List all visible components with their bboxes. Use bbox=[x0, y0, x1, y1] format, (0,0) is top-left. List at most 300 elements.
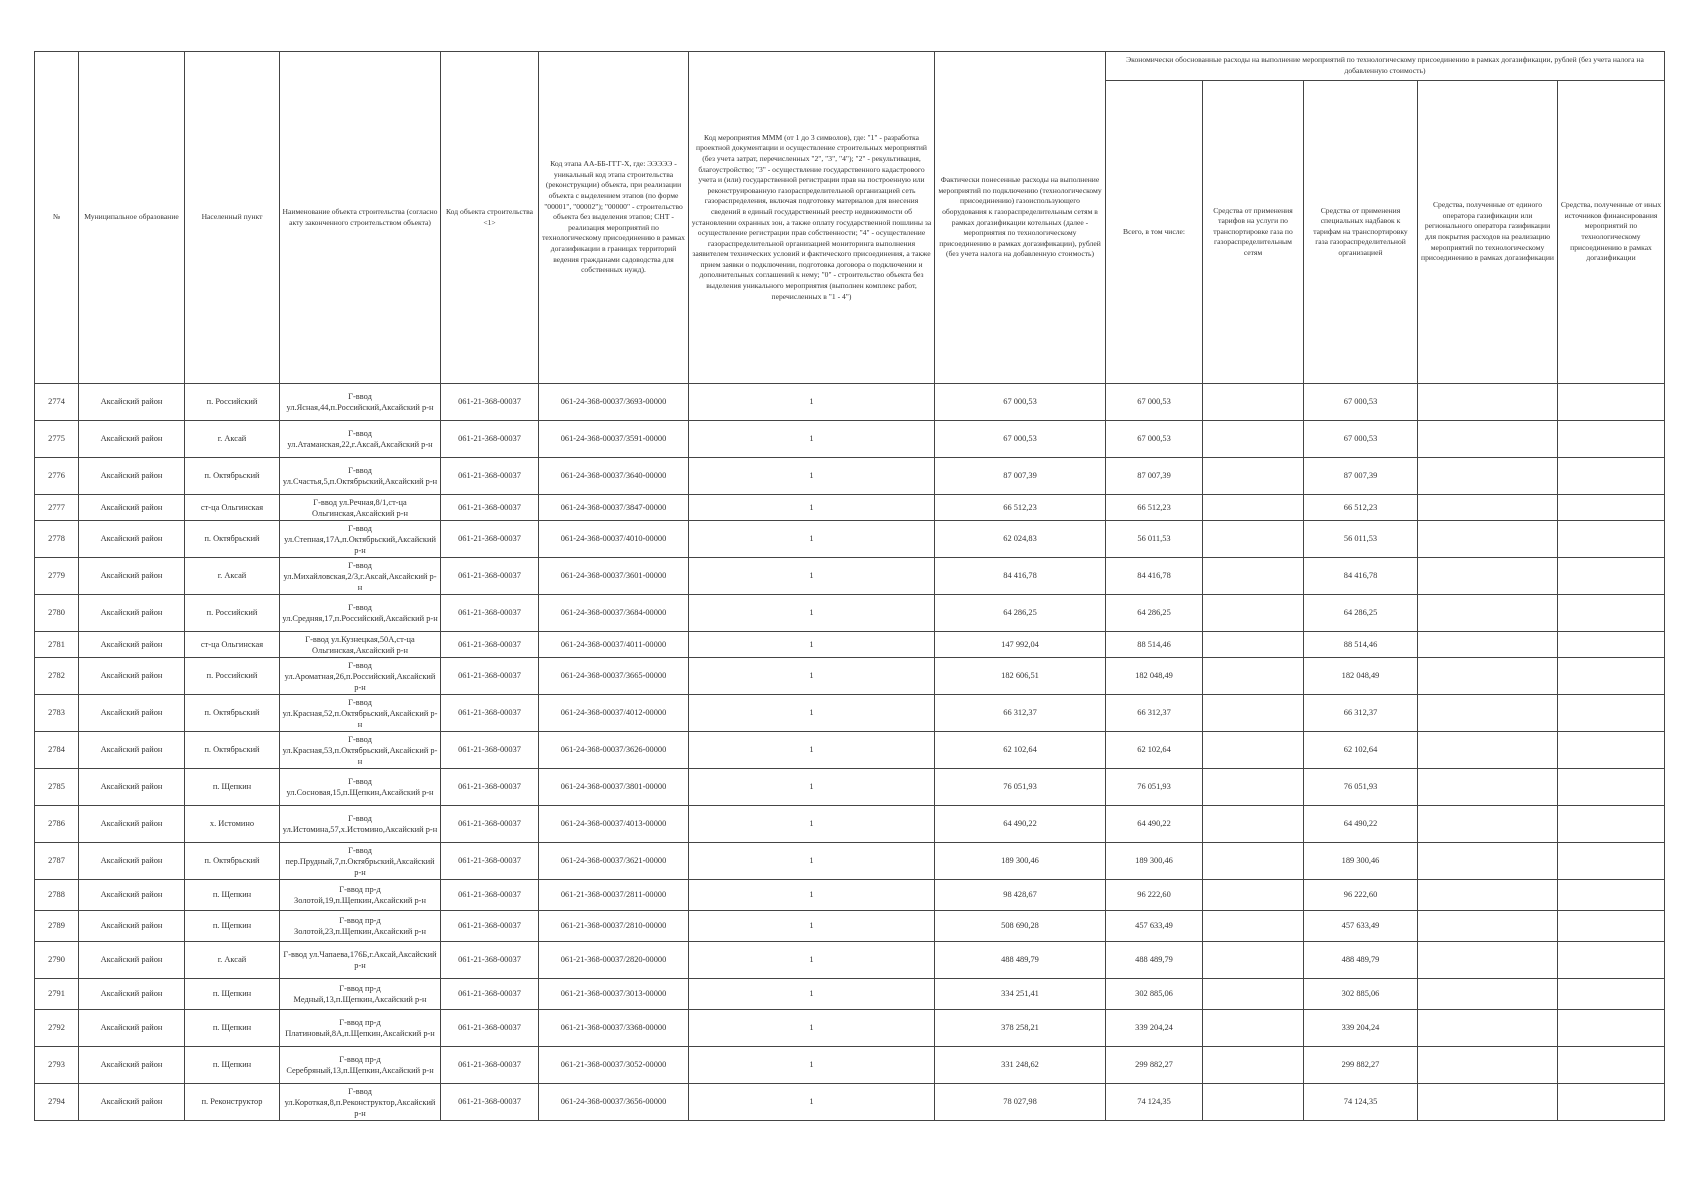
cell-tariff-transport bbox=[1203, 495, 1304, 521]
cell-number: 2780 bbox=[35, 595, 79, 632]
table-row bbox=[35, 595, 1665, 632]
cell-object-code: 061-21-368-00037 bbox=[441, 942, 539, 979]
cell-municipality: Аксайский район bbox=[79, 658, 185, 695]
header-event-code: Код мероприятия МММ (от 1 до 3 символов), где: "1" - разработка проектной документации и осуществление строительных мероприятий (без учета затрат, перечисленных "2", "3", "4"); "2" - рекультивация, благоустройство; "3" - осуществление государственного кадастрового учета и (или) государственной регистрации прав на построенную или реконструированную газораспределительной организацией сеть газораспределения, включая подготовку материалов для внесения сведений в единый государственный реестр недвижимости об установлении охранных зон, а также оплату государственной пошлины за осуществление регистрации прав собственности; "4" - осуществление газораспределительной организацией мониторинга выполнения заявителем технических условий и фактического присоединения, а также прием заявки о подключении, подготовка договора о подключении и дополнительных соглашений к нему; "0" - строительство объекта без выделения уникального мероприятия (выполнен комплекс работ, перечисленных в "1 - 4") bbox=[689, 52, 935, 384]
cell-object-code: 061-21-368-00037 bbox=[441, 421, 539, 458]
cell-tariff-transport bbox=[1203, 632, 1304, 658]
cell-stage-code: 061-21-368-00037/3013-00000 bbox=[539, 979, 689, 1010]
header-settlement: Населенный пункт bbox=[185, 52, 280, 384]
cell-actual-costs: 67 000,53 bbox=[935, 384, 1106, 421]
cell-number: 2774 bbox=[35, 384, 79, 421]
cell-stage-code: 061-24-368-00037/3621-00000 bbox=[539, 843, 689, 880]
cell-settlement: х. Истомино bbox=[185, 806, 280, 843]
table-row bbox=[35, 769, 1665, 806]
cell-actual-costs: 67 000,53 bbox=[935, 421, 1106, 458]
cell-object-code: 061-21-368-00037 bbox=[441, 384, 539, 421]
cell-municipality: Аксайский район bbox=[79, 458, 185, 495]
cell-total: 64 490,22 bbox=[1106, 806, 1203, 843]
cell-number: 2783 bbox=[35, 695, 79, 732]
cell-stage-code: 061-24-368-00037/3640-00000 bbox=[539, 458, 689, 495]
cell-actual-costs: 87 007,39 bbox=[935, 458, 1106, 495]
cell-special-surcharge: 339 204,24 bbox=[1304, 1010, 1418, 1047]
cell-event-code: 1 bbox=[689, 806, 935, 843]
header-actual-costs: Фактически понесенные расходы на выполнение мероприятий по подключению (технологическому присоединению) газоиспользующего оборудования к газораспределительным сетям в рамках догазификации котельных (далее - мероприятия по технологическому присоединению в рамках догазификации), рублей (без учета налога на добавленную стоимость) bbox=[935, 52, 1106, 384]
table-row bbox=[35, 942, 1665, 979]
table-row bbox=[35, 495, 1665, 521]
cell-object-name: Г-ввод ул.Красная,52,п.Октябрьский,Аксайский р-н bbox=[280, 695, 441, 732]
cell-stage-code: 061-21-368-00037/2820-00000 bbox=[539, 942, 689, 979]
cell-object-code: 061-21-368-00037 bbox=[441, 558, 539, 595]
cell-single-operator bbox=[1418, 632, 1558, 658]
cell-total: 299 882,27 bbox=[1106, 1047, 1203, 1084]
table-row bbox=[35, 558, 1665, 595]
cell-number: 2788 bbox=[35, 880, 79, 911]
cell-number: 2791 bbox=[35, 979, 79, 1010]
cell-event-code: 1 bbox=[689, 769, 935, 806]
cell-actual-costs: 66 512,23 bbox=[935, 495, 1106, 521]
cell-number: 2778 bbox=[35, 521, 79, 558]
cell-single-operator bbox=[1418, 384, 1558, 421]
cell-total: 56 011,53 bbox=[1106, 521, 1203, 558]
cell-tariff-transport bbox=[1203, 658, 1304, 695]
cell-number: 2784 bbox=[35, 732, 79, 769]
table-row bbox=[35, 658, 1665, 695]
cell-other-sources bbox=[1558, 880, 1665, 911]
table-row bbox=[35, 1047, 1665, 1084]
cell-actual-costs: 488 489,79 bbox=[935, 942, 1106, 979]
cell-single-operator bbox=[1418, 558, 1558, 595]
table-row bbox=[35, 843, 1665, 880]
cell-total: 84 416,78 bbox=[1106, 558, 1203, 595]
cell-object-name: Г-ввод ул.Михайловская,2/3,г.Аксай,Аксайский р-н bbox=[280, 558, 441, 595]
cell-municipality: Аксайский район bbox=[79, 495, 185, 521]
cell-total: 96 222,60 bbox=[1106, 880, 1203, 911]
cell-other-sources bbox=[1558, 521, 1665, 558]
cell-object-code: 061-21-368-00037 bbox=[441, 458, 539, 495]
cell-total: 66 312,37 bbox=[1106, 695, 1203, 732]
cell-other-sources bbox=[1558, 658, 1665, 695]
cell-total: 182 048,49 bbox=[1106, 658, 1203, 695]
header-other-sources: Средства, полученные от иных источников финансирования мероприятий по технологическому присоединению в рамках догазификации bbox=[1558, 81, 1665, 384]
cell-actual-costs: 189 300,46 bbox=[935, 843, 1106, 880]
table-row bbox=[35, 458, 1665, 495]
cell-settlement: п. Российский bbox=[185, 595, 280, 632]
cell-settlement: п. Щепкин bbox=[185, 979, 280, 1010]
cell-tariff-transport bbox=[1203, 521, 1304, 558]
cell-special-surcharge: 88 514,46 bbox=[1304, 632, 1418, 658]
cell-other-sources bbox=[1558, 558, 1665, 595]
cell-event-code: 1 bbox=[689, 911, 935, 942]
cell-special-surcharge: 64 490,22 bbox=[1304, 806, 1418, 843]
cell-object-name: Г-ввод пер.Прудный,7,п.Октябрьский,Аксайский р-н bbox=[280, 843, 441, 880]
cell-object-name: Г-ввод ул.Чапаева,176Б,г.Аксай,Аксайский р-н bbox=[280, 942, 441, 979]
cell-object-name: Г-ввод ул.Кузнецкая,50А,ст-ца Ольгинская,Аксайский р-н bbox=[280, 632, 441, 658]
cell-object-name: Г-ввод ул.Истомина,57,х.Истомино,Аксайский р-н bbox=[280, 806, 441, 843]
cell-tariff-transport bbox=[1203, 558, 1304, 595]
cell-object-code: 061-21-368-00037 bbox=[441, 843, 539, 880]
cell-stage-code: 061-24-368-00037/4011-00000 bbox=[539, 632, 689, 658]
cell-number: 2787 bbox=[35, 843, 79, 880]
cell-municipality: Аксайский район bbox=[79, 558, 185, 595]
cell-object-name: Г-ввод ул.Речная,8/1,ст-ца Ольгинская,Аксайский р-н bbox=[280, 495, 441, 521]
cell-municipality: Аксайский район bbox=[79, 521, 185, 558]
cell-actual-costs: 76 051,93 bbox=[935, 769, 1106, 806]
cell-single-operator bbox=[1418, 521, 1558, 558]
cell-municipality: Аксайский район bbox=[79, 1084, 185, 1121]
cell-event-code: 1 bbox=[689, 843, 935, 880]
cell-object-code: 061-21-368-00037 bbox=[441, 658, 539, 695]
cell-tariff-transport bbox=[1203, 843, 1304, 880]
cell-single-operator bbox=[1418, 843, 1558, 880]
cell-single-operator bbox=[1418, 880, 1558, 911]
cell-stage-code: 061-24-368-00037/3665-00000 bbox=[539, 658, 689, 695]
cell-other-sources bbox=[1558, 979, 1665, 1010]
cell-object-name: Г-ввод ул.Короткая,8,п.Реконструктор,Аксайский р-н bbox=[280, 1084, 441, 1121]
cell-special-surcharge: 67 000,53 bbox=[1304, 421, 1418, 458]
cell-object-code: 061-21-368-00037 bbox=[441, 769, 539, 806]
cell-tariff-transport bbox=[1203, 911, 1304, 942]
cell-total: 62 102,64 bbox=[1106, 732, 1203, 769]
cell-object-code: 061-21-368-00037 bbox=[441, 521, 539, 558]
table-row bbox=[35, 1084, 1665, 1121]
cell-settlement: п. Реконструктор bbox=[185, 1084, 280, 1121]
cell-object-code: 061-21-368-00037 bbox=[441, 979, 539, 1010]
cell-municipality: Аксайский район bbox=[79, 384, 185, 421]
cell-municipality: Аксайский район bbox=[79, 979, 185, 1010]
table-row bbox=[35, 806, 1665, 843]
cell-single-operator bbox=[1418, 495, 1558, 521]
cell-special-surcharge: 302 885,06 bbox=[1304, 979, 1418, 1010]
cell-object-name: Г-ввод ул.Средняя,17,п.Российский,Аксайский р-н bbox=[280, 595, 441, 632]
cell-special-surcharge: 64 286,25 bbox=[1304, 595, 1418, 632]
cell-actual-costs: 64 286,25 bbox=[935, 595, 1106, 632]
cell-settlement: ст-ца Ольгинская bbox=[185, 495, 280, 521]
cell-single-operator bbox=[1418, 732, 1558, 769]
cell-object-name: Г-ввод ул.Ароматная,26,п.Российский,Аксайский р-н bbox=[280, 658, 441, 695]
cell-actual-costs: 182 606,51 bbox=[935, 658, 1106, 695]
cell-object-name: Г-ввод пр-д Платиновый,8А,п.Щепкин,Аксайский р-н bbox=[280, 1010, 441, 1047]
cell-actual-costs: 334 251,41 bbox=[935, 979, 1106, 1010]
cell-other-sources bbox=[1558, 806, 1665, 843]
cell-number: 2790 bbox=[35, 942, 79, 979]
cell-object-code: 061-21-368-00037 bbox=[441, 632, 539, 658]
cell-total: 457 633,49 bbox=[1106, 911, 1203, 942]
cell-special-surcharge: 84 416,78 bbox=[1304, 558, 1418, 595]
cell-actual-costs: 62 102,64 bbox=[935, 732, 1106, 769]
cell-event-code: 1 bbox=[689, 979, 935, 1010]
cell-number: 2785 bbox=[35, 769, 79, 806]
cell-total: 87 007,39 bbox=[1106, 458, 1203, 495]
cell-other-sources bbox=[1558, 1047, 1665, 1084]
cell-number: 2792 bbox=[35, 1010, 79, 1047]
cell-number: 2775 bbox=[35, 421, 79, 458]
cell-total: 339 204,24 bbox=[1106, 1010, 1203, 1047]
cell-event-code: 1 bbox=[689, 880, 935, 911]
cell-total: 302 885,06 bbox=[1106, 979, 1203, 1010]
cell-single-operator bbox=[1418, 695, 1558, 732]
header-object-name: Наименование объекта строительства (согласно акту законченного строительством объекта) bbox=[280, 52, 441, 384]
header-single-operator: Средства, полученные от единого оператора газификации или регионального оператора газификации для покрытия расходов на реализацию мероприятий по технологическому присоединению в рамках догазификации bbox=[1418, 81, 1558, 384]
cell-number: 2786 bbox=[35, 806, 79, 843]
cell-settlement: п. Октябрьский bbox=[185, 732, 280, 769]
cell-municipality: Аксайский район bbox=[79, 942, 185, 979]
cell-other-sources bbox=[1558, 632, 1665, 658]
cell-special-surcharge: 56 011,53 bbox=[1304, 521, 1418, 558]
cell-single-operator bbox=[1418, 595, 1558, 632]
cell-tariff-transport bbox=[1203, 1010, 1304, 1047]
cell-municipality: Аксайский район bbox=[79, 595, 185, 632]
cell-settlement: п. Октябрьский bbox=[185, 695, 280, 732]
cell-event-code: 1 bbox=[689, 1084, 935, 1121]
table-row bbox=[35, 632, 1665, 658]
cell-stage-code: 061-21-368-00037/2810-00000 bbox=[539, 911, 689, 942]
cell-other-sources bbox=[1558, 732, 1665, 769]
cell-special-surcharge: 66 312,37 bbox=[1304, 695, 1418, 732]
cell-total: 74 124,35 bbox=[1106, 1084, 1203, 1121]
cell-single-operator bbox=[1418, 658, 1558, 695]
cell-settlement: п. Российский bbox=[185, 384, 280, 421]
header-no: № bbox=[35, 52, 79, 384]
cell-tariff-transport bbox=[1203, 421, 1304, 458]
cell-number: 2781 bbox=[35, 632, 79, 658]
cell-municipality: Аксайский район bbox=[79, 769, 185, 806]
cell-special-surcharge: 74 124,35 bbox=[1304, 1084, 1418, 1121]
cell-tariff-transport bbox=[1203, 979, 1304, 1010]
cell-stage-code: 061-24-368-00037/4012-00000 bbox=[539, 695, 689, 732]
header-stage-code: Код этапа АА-ББ-ГГГ-Х, где: ЭЭЭЭЭ - уникальный код этапа строительства (реконструкции) объекта, при реализации объекта с выделением этапов (по форме "00001", "00002"); "00000" - строительство объекта без выделения этапов; СНТ - реализация мероприятий по технологическому присоединению в рамках догазификации в границах территорий ведения гражданами садоводства для собственных нужд). bbox=[539, 52, 689, 384]
cell-total: 88 514,46 bbox=[1106, 632, 1203, 658]
cell-special-surcharge: 66 512,23 bbox=[1304, 495, 1418, 521]
cell-special-surcharge: 299 882,27 bbox=[1304, 1047, 1418, 1084]
table-row bbox=[35, 521, 1665, 558]
cell-other-sources bbox=[1558, 1010, 1665, 1047]
header-municipality: Муниципальное образование bbox=[79, 52, 185, 384]
cell-object-name: Г-ввод ул.Ясная,44,п.Российский,Аксайский р-н bbox=[280, 384, 441, 421]
cell-settlement: г. Аксай bbox=[185, 421, 280, 458]
table-row bbox=[35, 421, 1665, 458]
cell-stage-code: 061-24-368-00037/3626-00000 bbox=[539, 732, 689, 769]
cell-event-code: 1 bbox=[689, 942, 935, 979]
cell-actual-costs: 147 992,04 bbox=[935, 632, 1106, 658]
cell-actual-costs: 98 428,67 bbox=[935, 880, 1106, 911]
cell-number: 2777 bbox=[35, 495, 79, 521]
cell-number: 2789 bbox=[35, 911, 79, 942]
cell-object-name: Г-ввод пр-д Золотой,23,п.Щепкин,Аксайский р-н bbox=[280, 911, 441, 942]
cell-object-code: 061-21-368-00037 bbox=[441, 1084, 539, 1121]
cell-tariff-transport bbox=[1203, 595, 1304, 632]
cell-number: 2782 bbox=[35, 658, 79, 695]
cell-event-code: 1 bbox=[689, 732, 935, 769]
cell-stage-code: 061-24-368-00037/3847-00000 bbox=[539, 495, 689, 521]
cell-single-operator bbox=[1418, 1084, 1558, 1121]
cell-special-surcharge: 96 222,60 bbox=[1304, 880, 1418, 911]
cell-object-name: Г-ввод пр-д Золотой,19,п.Щепкин,Аксайский р-н bbox=[280, 880, 441, 911]
cell-actual-costs: 84 416,78 bbox=[935, 558, 1106, 595]
cell-stage-code: 061-21-368-00037/2811-00000 bbox=[539, 880, 689, 911]
cell-single-operator bbox=[1418, 1010, 1558, 1047]
cell-settlement: ст-ца Ольгинская bbox=[185, 632, 280, 658]
cell-object-code: 061-21-368-00037 bbox=[441, 732, 539, 769]
cell-municipality: Аксайский район bbox=[79, 1047, 185, 1084]
cell-other-sources bbox=[1558, 1084, 1665, 1121]
cell-object-name: Г-ввод пр-д Серебряный,13,п.Щепкин,Аксайский р-н bbox=[280, 1047, 441, 1084]
cell-municipality: Аксайский район bbox=[79, 732, 185, 769]
cell-municipality: Аксайский район bbox=[79, 843, 185, 880]
cell-event-code: 1 bbox=[689, 632, 935, 658]
cell-other-sources bbox=[1558, 843, 1665, 880]
cell-tariff-transport bbox=[1203, 1047, 1304, 1084]
cell-single-operator bbox=[1418, 458, 1558, 495]
cell-settlement: г. Аксай bbox=[185, 942, 280, 979]
cell-settlement: п. Щепкин bbox=[185, 911, 280, 942]
cell-single-operator bbox=[1418, 769, 1558, 806]
cell-settlement: п. Щепкин bbox=[185, 1047, 280, 1084]
cell-special-surcharge: 87 007,39 bbox=[1304, 458, 1418, 495]
cell-stage-code: 061-24-368-00037/3801-00000 bbox=[539, 769, 689, 806]
cell-municipality: Аксайский район bbox=[79, 880, 185, 911]
cell-other-sources bbox=[1558, 595, 1665, 632]
cell-other-sources bbox=[1558, 769, 1665, 806]
cell-stage-code: 061-24-368-00037/3656-00000 bbox=[539, 1084, 689, 1121]
cell-number: 2776 bbox=[35, 458, 79, 495]
cell-object-code: 061-21-368-00037 bbox=[441, 1010, 539, 1047]
cell-actual-costs: 331 248,62 bbox=[935, 1047, 1106, 1084]
cell-tariff-transport bbox=[1203, 695, 1304, 732]
cell-event-code: 1 bbox=[689, 1047, 935, 1084]
cell-single-operator bbox=[1418, 979, 1558, 1010]
cell-tariff-transport bbox=[1203, 806, 1304, 843]
table-row bbox=[35, 695, 1665, 732]
cell-event-code: 1 bbox=[689, 521, 935, 558]
table-row bbox=[35, 880, 1665, 911]
cell-object-name: Г-ввод пр-д Медный,13,п.Щепкин,Аксайский р-н bbox=[280, 979, 441, 1010]
cell-single-operator bbox=[1418, 1047, 1558, 1084]
cell-special-surcharge: 457 633,49 bbox=[1304, 911, 1418, 942]
header-special-surcharge: Средства от применения специальных надбавок к тарифам на транспортировку газа газораспределительной организацией bbox=[1304, 81, 1418, 384]
cell-tariff-transport bbox=[1203, 769, 1304, 806]
cell-total: 64 286,25 bbox=[1106, 595, 1203, 632]
cell-tariff-transport bbox=[1203, 880, 1304, 911]
cell-municipality: Аксайский район bbox=[79, 421, 185, 458]
cell-number: 2793 bbox=[35, 1047, 79, 1084]
cell-object-name: Г-ввод ул.Красная,53,п.Октябрьский,Аксайский р-н bbox=[280, 732, 441, 769]
table-row bbox=[35, 979, 1665, 1010]
cell-other-sources bbox=[1558, 458, 1665, 495]
cell-other-sources bbox=[1558, 421, 1665, 458]
cell-municipality: Аксайский район bbox=[79, 632, 185, 658]
cell-municipality: Аксайский район bbox=[79, 911, 185, 942]
cell-event-code: 1 bbox=[689, 384, 935, 421]
cell-single-operator bbox=[1418, 806, 1558, 843]
cell-actual-costs: 62 024,83 bbox=[935, 521, 1106, 558]
cell-tariff-transport bbox=[1203, 1084, 1304, 1121]
cell-other-sources bbox=[1558, 911, 1665, 942]
cell-stage-code: 061-24-368-00037/3684-00000 bbox=[539, 595, 689, 632]
header-object-code: Код объекта строительства <1> bbox=[441, 52, 539, 384]
cell-municipality: Аксайский район bbox=[79, 1010, 185, 1047]
cell-event-code: 1 bbox=[689, 595, 935, 632]
cell-total: 76 051,93 bbox=[1106, 769, 1203, 806]
cell-municipality: Аксайский район bbox=[79, 806, 185, 843]
cell-special-surcharge: 67 000,53 bbox=[1304, 384, 1418, 421]
cell-event-code: 1 bbox=[689, 1010, 935, 1047]
cell-special-surcharge: 488 489,79 bbox=[1304, 942, 1418, 979]
cell-stage-code: 061-24-368-00037/3591-00000 bbox=[539, 421, 689, 458]
cell-object-code: 061-21-368-00037 bbox=[441, 595, 539, 632]
cell-settlement: п. Октябрьский bbox=[185, 521, 280, 558]
cost-table bbox=[34, 51, 1665, 1121]
cell-object-code: 061-21-368-00037 bbox=[441, 911, 539, 942]
table-row bbox=[35, 384, 1665, 421]
cell-event-code: 1 bbox=[689, 558, 935, 595]
cell-event-code: 1 bbox=[689, 695, 935, 732]
cell-stage-code: 061-24-368-00037/4010-00000 bbox=[539, 521, 689, 558]
cell-actual-costs: 508 690,28 bbox=[935, 911, 1106, 942]
table-body bbox=[35, 384, 1665, 1121]
table-row bbox=[35, 911, 1665, 942]
cell-total: 67 000,53 bbox=[1106, 384, 1203, 421]
cell-other-sources bbox=[1558, 384, 1665, 421]
cell-object-name: Г-ввод ул.Счастья,5,п.Октябрьский,Аксайский р-н bbox=[280, 458, 441, 495]
cell-object-code: 061-21-368-00037 bbox=[441, 695, 539, 732]
cell-tariff-transport bbox=[1203, 942, 1304, 979]
cell-event-code: 1 bbox=[689, 458, 935, 495]
cell-special-surcharge: 62 102,64 bbox=[1304, 732, 1418, 769]
cell-other-sources bbox=[1558, 695, 1665, 732]
cell-total: 189 300,46 bbox=[1106, 843, 1203, 880]
cell-special-surcharge: 182 048,49 bbox=[1304, 658, 1418, 695]
cell-total: 488 489,79 bbox=[1106, 942, 1203, 979]
cell-settlement: п. Щепкин bbox=[185, 880, 280, 911]
cell-object-code: 061-21-368-00037 bbox=[441, 880, 539, 911]
cell-actual-costs: 64 490,22 bbox=[935, 806, 1106, 843]
cell-total: 66 512,23 bbox=[1106, 495, 1203, 521]
cell-object-name: Г-ввод ул.Степная,17А,п.Октябрьский,Аксайский р-н bbox=[280, 521, 441, 558]
cell-event-code: 1 bbox=[689, 421, 935, 458]
cell-number: 2779 bbox=[35, 558, 79, 595]
cell-number: 2794 bbox=[35, 1084, 79, 1121]
cell-settlement: п. Октябрьский bbox=[185, 458, 280, 495]
cell-municipality: Аксайский район bbox=[79, 695, 185, 732]
header-tariff-transport: Средства от применения тарифов на услуги по транспортировке газа по газораспределительным сетям bbox=[1203, 81, 1304, 384]
header-group-economic: Экономически обоснованные расходы на выполнение мероприятий по технологическому присоединению в рамках догазификации, рублей (без учета налога на добавленную стоимость) bbox=[1106, 52, 1665, 81]
cell-settlement: г. Аксай bbox=[185, 558, 280, 595]
header-total: Всего, в том числе: bbox=[1106, 81, 1203, 384]
cell-total: 67 000,53 bbox=[1106, 421, 1203, 458]
cell-actual-costs: 378 258,21 bbox=[935, 1010, 1106, 1047]
cell-special-surcharge: 76 051,93 bbox=[1304, 769, 1418, 806]
cell-tariff-transport bbox=[1203, 732, 1304, 769]
cell-settlement: п. Щепкин bbox=[185, 769, 280, 806]
cell-object-name: Г-ввод ул.Сосновая,15,п.Щепкин,Аксайский р-н bbox=[280, 769, 441, 806]
cell-tariff-transport bbox=[1203, 458, 1304, 495]
cell-single-operator bbox=[1418, 911, 1558, 942]
cell-special-surcharge: 189 300,46 bbox=[1304, 843, 1418, 880]
cell-single-operator bbox=[1418, 942, 1558, 979]
cell-tariff-transport bbox=[1203, 384, 1304, 421]
cell-object-code: 061-21-368-00037 bbox=[441, 1047, 539, 1084]
cell-other-sources bbox=[1558, 495, 1665, 521]
cell-event-code: 1 bbox=[689, 658, 935, 695]
cell-object-name: Г-ввод ул.Атаманская,22,г.Аксай,Аксайский р-н bbox=[280, 421, 441, 458]
cell-single-operator bbox=[1418, 421, 1558, 458]
cell-object-code: 061-21-368-00037 bbox=[441, 806, 539, 843]
cell-actual-costs: 66 312,37 bbox=[935, 695, 1106, 732]
table-row bbox=[35, 1010, 1665, 1047]
cell-stage-code: 061-24-368-00037/4013-00000 bbox=[539, 806, 689, 843]
cell-object-code: 061-21-368-00037 bbox=[441, 495, 539, 521]
cell-settlement: п. Российский bbox=[185, 658, 280, 695]
